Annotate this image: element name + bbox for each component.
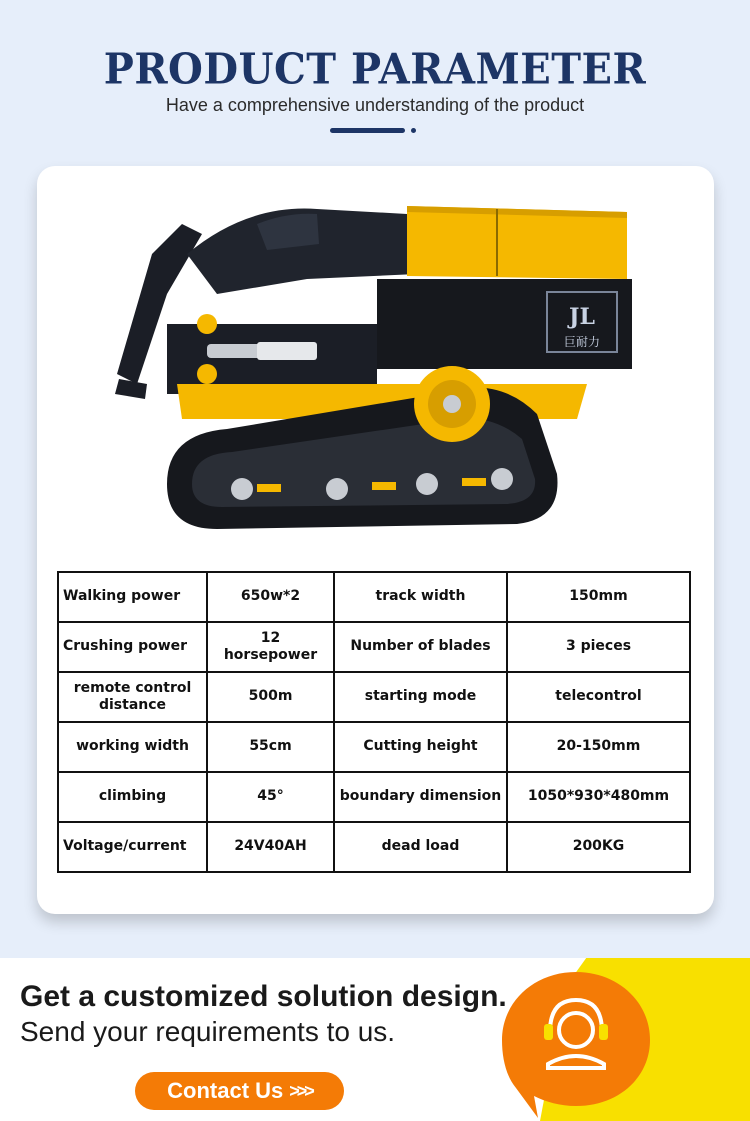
table-row xyxy=(58,572,690,622)
product-image xyxy=(107,184,647,564)
table-row xyxy=(58,822,690,872)
contact-us-button[interactable] xyxy=(135,1072,344,1110)
page-title: PRODUCT PARAMETER xyxy=(103,44,647,95)
param-label: Number of blades xyxy=(334,622,507,672)
contact-arrows-icon: >>> xyxy=(289,1080,312,1101)
parameter-table xyxy=(57,571,691,873)
param-label: remote control distance xyxy=(58,672,207,722)
param-label: boundary dimension xyxy=(334,772,507,822)
title-underline-dot xyxy=(411,128,416,133)
param-label: climbing xyxy=(58,772,207,822)
param-label: Crushing power xyxy=(58,622,207,672)
product-card xyxy=(37,166,714,914)
table-row xyxy=(58,772,690,822)
param-label: working width xyxy=(58,722,207,772)
footer-subline: Send your requirements to us. xyxy=(20,1016,396,1047)
table-row xyxy=(58,672,690,722)
param-value: 20-150mm xyxy=(507,722,690,772)
param-label: Voltage/current xyxy=(58,822,207,872)
title-underline xyxy=(330,128,405,133)
param-value: 650w*2 xyxy=(207,572,334,622)
param-value: telecontrol xyxy=(507,672,690,722)
param-label: starting mode xyxy=(334,672,507,722)
table-row xyxy=(58,622,690,672)
param-label: Walking power xyxy=(58,572,207,622)
param-value: 45° xyxy=(207,772,334,822)
param-label: track width xyxy=(334,572,507,622)
param-value: 500m xyxy=(207,672,334,722)
param-value: 150mm xyxy=(507,572,690,622)
customer-service-headset-icon[interactable] xyxy=(498,968,654,1120)
param-label: dead load xyxy=(334,822,507,872)
contact-us-label: Contact Us xyxy=(167,1078,284,1103)
table-row xyxy=(58,722,690,772)
param-value: 12 horsepower xyxy=(207,622,334,672)
param-value: 55cm xyxy=(207,722,334,772)
contact-footer xyxy=(0,958,750,1121)
param-label: Cutting height xyxy=(334,722,507,772)
param-value: 200KG xyxy=(507,822,690,872)
svg-text:JL: JL xyxy=(569,304,595,330)
param-value: 1050*930*480mm xyxy=(507,772,690,822)
page-subtitle: Have a comprehensive understanding of the product xyxy=(165,95,585,115)
svg-text:巨耐力: 巨耐力 xyxy=(563,335,601,349)
param-value: 24V40AH xyxy=(207,822,334,872)
param-value: 3 pieces xyxy=(507,622,690,672)
page-header xyxy=(0,0,750,160)
footer-headline: Get a customized solution design. xyxy=(20,980,507,1013)
crawler-lawn-mower-illustration xyxy=(115,206,632,529)
